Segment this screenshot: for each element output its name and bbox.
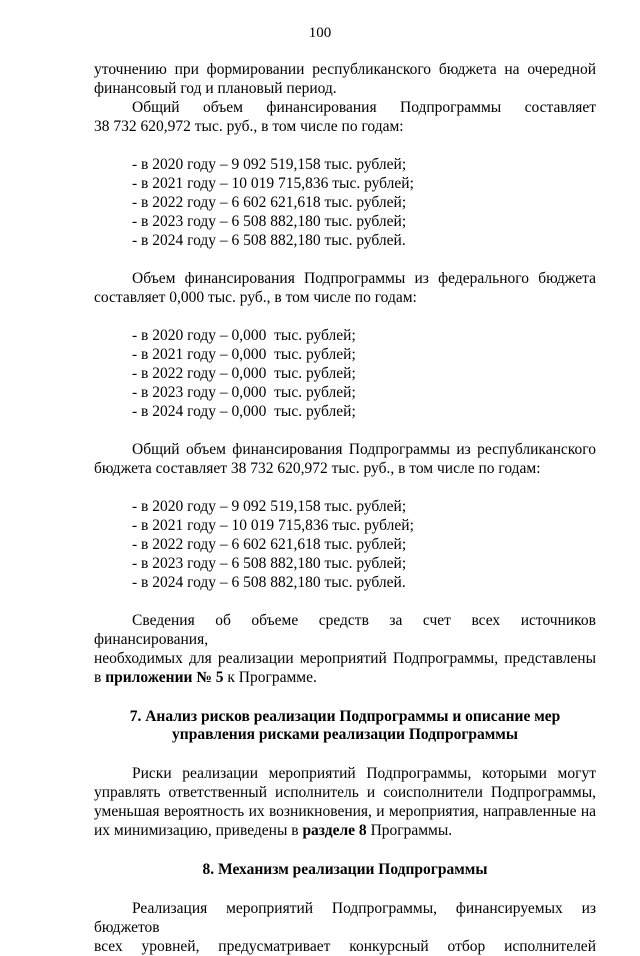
intro-line-2: финансовый год и плановый период. (94, 80, 337, 97)
section-reference: разделе 8 (302, 822, 367, 839)
list-item: - в 2024 году – 6 508 882,180 тыс. рублей. (132, 574, 406, 591)
list-item: - в 2022 году – 6 602 621,618 тыс. рублей; (132, 194, 407, 211)
spacer (94, 744, 596, 764)
appendix-reference: приложении № 5 (105, 669, 224, 686)
page-number: 100 (308, 25, 332, 41)
republican-funding-line-1: Общий объем финансирования Подпрограммы из республиканского (132, 441, 596, 458)
list-item: - в 2024 году – 0,000 тыс. рублей; (132, 403, 356, 420)
federal-funding-line-2: составляет 0,000 тыс. руб., в том числе по годам: (94, 289, 417, 306)
spacer (94, 478, 596, 497)
sources-line-3-post: к Программе. (223, 669, 317, 686)
federal-funding-list (94, 326, 596, 421)
sources-line-2: необходимых для реализации мероприятий Подпрограммы, представлены (94, 650, 596, 667)
total-funding-list (94, 155, 596, 250)
list-item: - в 2023 году – 0,000 тыс. рублей; (132, 384, 356, 401)
republican-funding-list (94, 497, 596, 592)
section-7-line-2: управлять ответственный исполнитель и соисполнители Подпрограммы, (94, 784, 596, 801)
list-item: - в 2021 году – 10 019 715,836 тыс. рублей; (132, 175, 414, 192)
spacer (94, 307, 596, 326)
federal-funding-line-1: Объем финансирования Подпрограммы из федерального бюджета (132, 270, 596, 287)
total-funding-line-2: 38 732 620,972 тыс. руб., в том числе по годам: (94, 118, 404, 135)
list-item: - в 2020 году – 0,000 тыс. рублей; (132, 327, 356, 344)
sources-line-3-pre: в (94, 669, 106, 686)
spacer (94, 592, 596, 611)
section-7-heading-line-2: управления рисками реализации Подпрограммы (172, 726, 518, 743)
document-body (94, 60, 596, 956)
section-7-line-4-pre: их минимизацию, приведены в (94, 822, 303, 839)
section-7-line-1: Риски реализации мероприятий Подпрограммы, которыми могут (132, 765, 596, 782)
list-item: - в 2024 году – 6 508 882,180 тыс. рублей. (132, 232, 406, 249)
section-8-line-1: Реализация мероприятий Подпрограммы, финансируемых из бюджетов (94, 900, 596, 936)
republican-funding-line-2: бюджета составляет 38 732 620,972 тыс. руб., в том числе по годам: (94, 460, 541, 477)
spacer (94, 136, 596, 155)
spacer (94, 250, 596, 269)
intro-line-1: уточнению при формировании республиканского бюджета на очередной (94, 61, 596, 78)
list-item: - в 2021 году – 10 019 715,836 тыс. рублей; (132, 517, 414, 534)
list-item: - в 2021 году – 0,000 тыс. рублей; (132, 346, 356, 363)
section-7-line-4 (94, 821, 596, 840)
total-funding-line-1: Общий объем финансирования Подпрограммы составляет (132, 99, 596, 116)
section-7-line-4-post: Программы. (366, 822, 453, 839)
section-7-line-3: уменьшая вероятность их возникновения, и мероприятия, направленные на (94, 803, 596, 820)
list-item: - в 2022 году – 6 602 621,618 тыс. рублей; (132, 536, 407, 553)
list-item: - в 2023 году – 6 508 882,180 тыс. рублей; (132, 213, 407, 230)
section-8-line-2: всех уровней, предусматривает конкурсный отбор исполнителей (94, 938, 596, 955)
spacer (94, 840, 596, 861)
spacer (94, 879, 596, 899)
sources-line-1: Сведения об объеме средств за счет всех источников финансирования, (94, 612, 596, 648)
spacer (94, 687, 596, 708)
section-7-heading-line-1: 7. Анализ рисков реализации Подпрограммы и описание мер (129, 708, 561, 725)
section-8-heading: 8. Механизм реализации Подпрограммы (202, 861, 488, 878)
list-item: - в 2022 году – 0,000 тыс. рублей; (132, 365, 356, 382)
list-item: - в 2020 году – 9 092 519,158 тыс. рублей; (132, 156, 407, 173)
spacer (94, 421, 596, 440)
sources-line-3 (94, 668, 596, 687)
list-item: - в 2020 году – 9 092 519,158 тыс. рублей; (132, 498, 407, 515)
list-item: - в 2023 году – 6 508 882,180 тыс. рублей; (132, 555, 407, 572)
